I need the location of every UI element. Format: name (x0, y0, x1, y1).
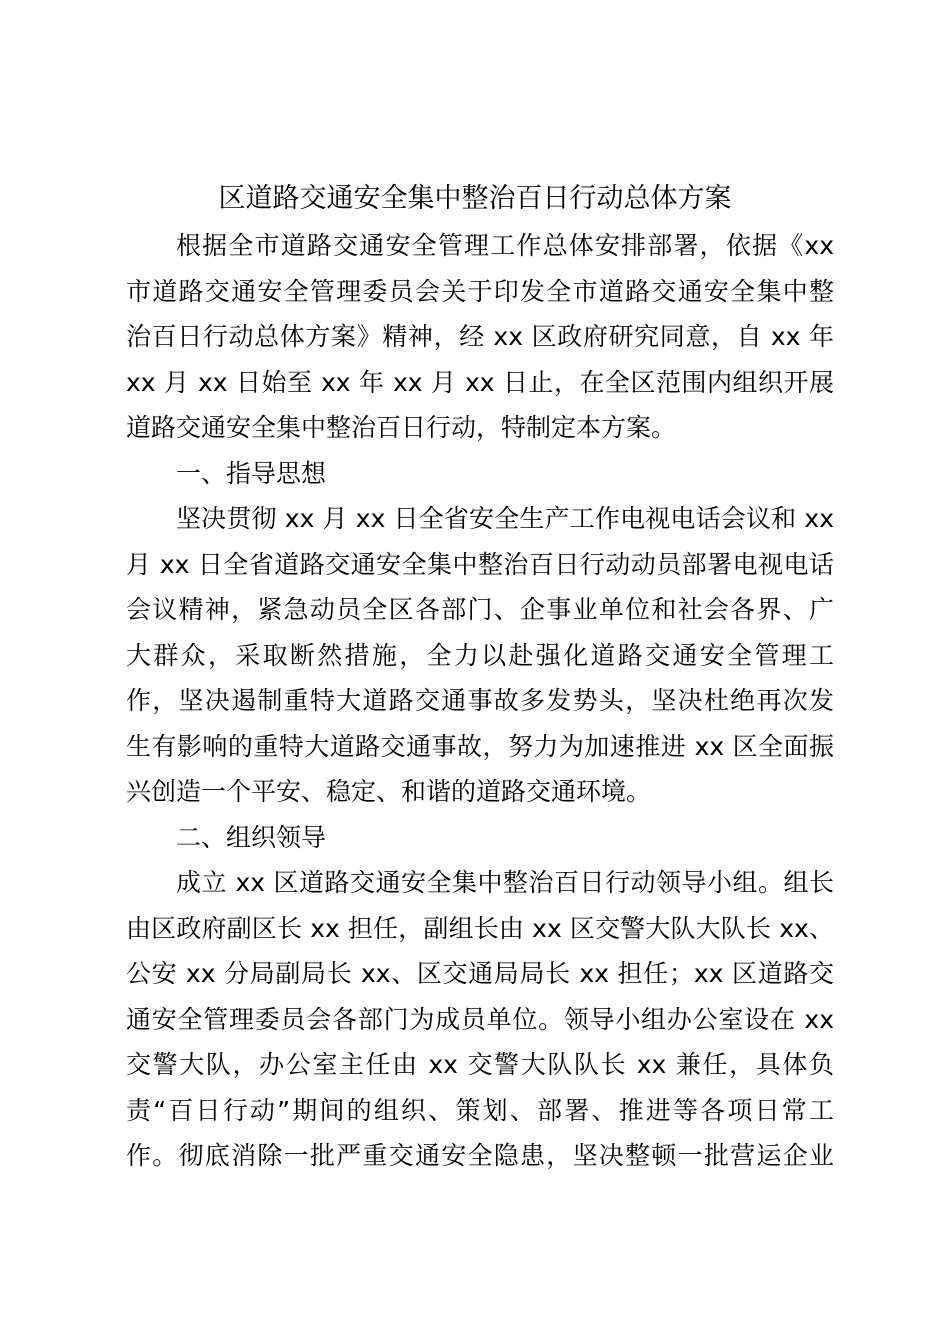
paragraph-line: 通安全管理委员会各部门为成员单位。领导小组办公室设在 xx (126, 1004, 834, 1034)
paragraph-line: 道路交通安全集中整治百日行动，特制定本方案。 (126, 413, 677, 442)
document-body (126, 223, 834, 1179)
paragraph-line: 作，坚决遏制重特大道路交通事故多发势头，坚决杜绝再次发 (126, 686, 834, 715)
paragraph-line: 生有影响的重特大道路交通事故，努力为加速推进 xx 区全面振 (126, 731, 834, 761)
paragraph-line: 公安 xx 分局副局长 xx、区交通局局长 xx 担任；xx 区道路交 (126, 959, 834, 988)
paragraph-line: 治百日行动总体方案》精神，经 xx 区政府研究同意，自 xx 年 (126, 322, 834, 351)
paragraph-line: 兴创造一个平安、稳定、和谐的道路交通环境。 (126, 777, 652, 806)
paragraph-line: 月 xx 日全省道路交通安全集中整治百日行动动员部署电视电话 (126, 549, 834, 579)
paragraph-line: 市道路交通安全管理委员会关于印发全市道路交通安全集中整 (126, 276, 834, 306)
paragraph-line: xx 月 xx 日始至 xx 年 xx 月 xx 日止，在全区范围内组织开展 (126, 367, 834, 397)
document-title: 区道路交通安全集中整治百日行动总体方案 (218, 183, 732, 214)
paragraph-line: 作。彻底消除一批严重交通安全隐患，坚决整顿一批营运企业 (126, 1141, 834, 1170)
paragraph-line: 坚决贯彻 xx 月 xx 日全省安全生产工作电视电话会议和 xx (176, 504, 834, 533)
paragraph-line: 由区政府副区长 xx 担任，副组长由 xx 区交警大队大队长 xx、 (126, 913, 834, 943)
paragraph-line: 交警大队，办公室主任由 xx 交警大队队长 xx 兼任，具体负 (126, 1050, 834, 1079)
paragraph-line: 大群众，采取断然措施，全力以赴强化道路交通安全管理工 (126, 640, 834, 670)
section-heading: 一、指导思想 (176, 458, 327, 488)
paragraph-line: 会议精神，紧急动员全区各部门、企事业单位和社会各界、广 (126, 595, 834, 624)
paragraph-line: 责“百日行动”期间的组织、策划、部署、推进等各项日常工 (126, 1095, 834, 1125)
section-heading: 二、组织领导 (176, 822, 327, 852)
paragraph-line: 成立 xx 区道路交通安全集中整治百日行动领导小组。组长 (176, 868, 834, 897)
paragraph-line: 根据全市道路交通安全管理工作总体安排部署，依据《xx (176, 231, 834, 260)
